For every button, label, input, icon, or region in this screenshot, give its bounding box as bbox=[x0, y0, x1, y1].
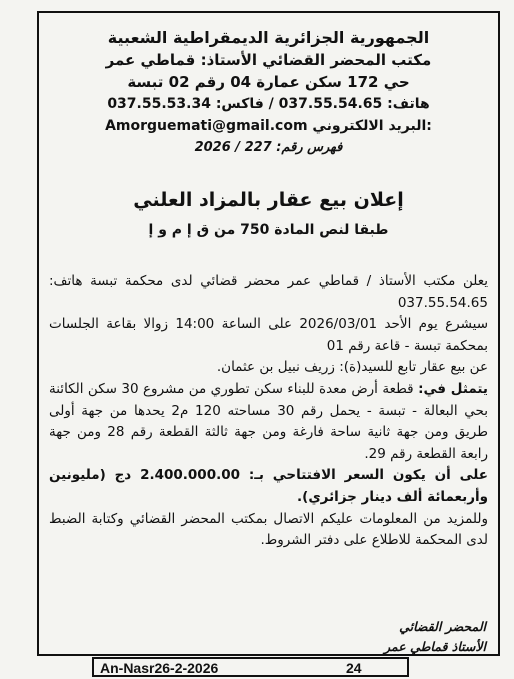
header-index: فهرس رقم: 227 / 2026 bbox=[194, 140, 343, 155]
body-paragraph-1: يعلن مكتب الأستاذ / قماطي عمر محضر قضائي لدى محكمة تبسة هاتف: 037.55.54.65 bbox=[49, 273, 488, 311]
body-paragraph-4-label: يتمثل في: bbox=[418, 380, 488, 397]
announcement-header bbox=[39, 27, 498, 159]
body-paragraph-5: على أن يكون السعر الافتتاحي بـ: 2.400.000.00 دج (مليونين وأربعمائة ألف دينار جزائري). bbox=[49, 467, 488, 505]
body-paragraph-2: سيشرع يوم الأحد 2026/03/01 على الساعة 14:00 زوالا بقاعة الجلسات بمحكمة تبسة - قاعة رقم 01 bbox=[49, 316, 489, 354]
footer-reference: An-Nasr26-2-2026 bbox=[100, 660, 219, 676]
signature-name: الأستاذ قماطي عمر bbox=[384, 639, 486, 654]
header-email-label: البريد الالكتروني: bbox=[312, 118, 432, 134]
announcement-body bbox=[49, 271, 488, 552]
footer-page-number: 24 bbox=[346, 660, 362, 676]
body-paragraph-4 bbox=[49, 379, 488, 465]
announcement-frame bbox=[37, 11, 500, 656]
header-email: Amorguemati@gmail.com bbox=[105, 118, 308, 134]
announcement-title: إعلان بيع عقار بالمزاد العلني bbox=[133, 189, 404, 211]
header-address: حي 172 سكن عمارة 04 رقم 02 تبسة bbox=[127, 73, 410, 91]
header-email-line bbox=[39, 115, 498, 137]
header-phone-fax: هاتف: 037.55.54.65 / فاكس: 037.55.53.34 bbox=[107, 96, 430, 112]
header-office: مكتب المحضر القضائي الأستاذ: قماطي عمر bbox=[105, 51, 432, 69]
announcement-subtitle: طبقا لنص المادة 750 من ق إ م و إ bbox=[148, 222, 389, 238]
header-republic: الجمهورية الجزائرية الديمقراطية الشعبية bbox=[107, 28, 430, 47]
signature-title: المحضر القضائي bbox=[399, 619, 486, 634]
page-footer bbox=[92, 657, 409, 677]
body-paragraph-4-text: قطعة أرض معدة للبناء سكن تطوري من مشروع 30 سكن الكائنة بحي البعالة - تبسة - يحمل رقم 30 مساحته 120 م2 يحدها من جهة أولى طريق ومن جهة ثانية ساحة فارغة ومن جهة ثالثة القطعة رقم 28 ومن جهة رابعة القطعة رقم 29. bbox=[49, 380, 488, 462]
body-paragraph-6: وللمزيد من المعلومات عليكم الاتصال بمكتب المحضر القضائي وكتابة الضبط لدى المحكمة للاطلاع على دفتر الشروط. bbox=[49, 510, 488, 549]
body-paragraph-3: عن بيع عقار تابع للسيد(ة): زريف نبيل بن عثمان. bbox=[216, 359, 488, 376]
signature-block bbox=[384, 617, 486, 657]
